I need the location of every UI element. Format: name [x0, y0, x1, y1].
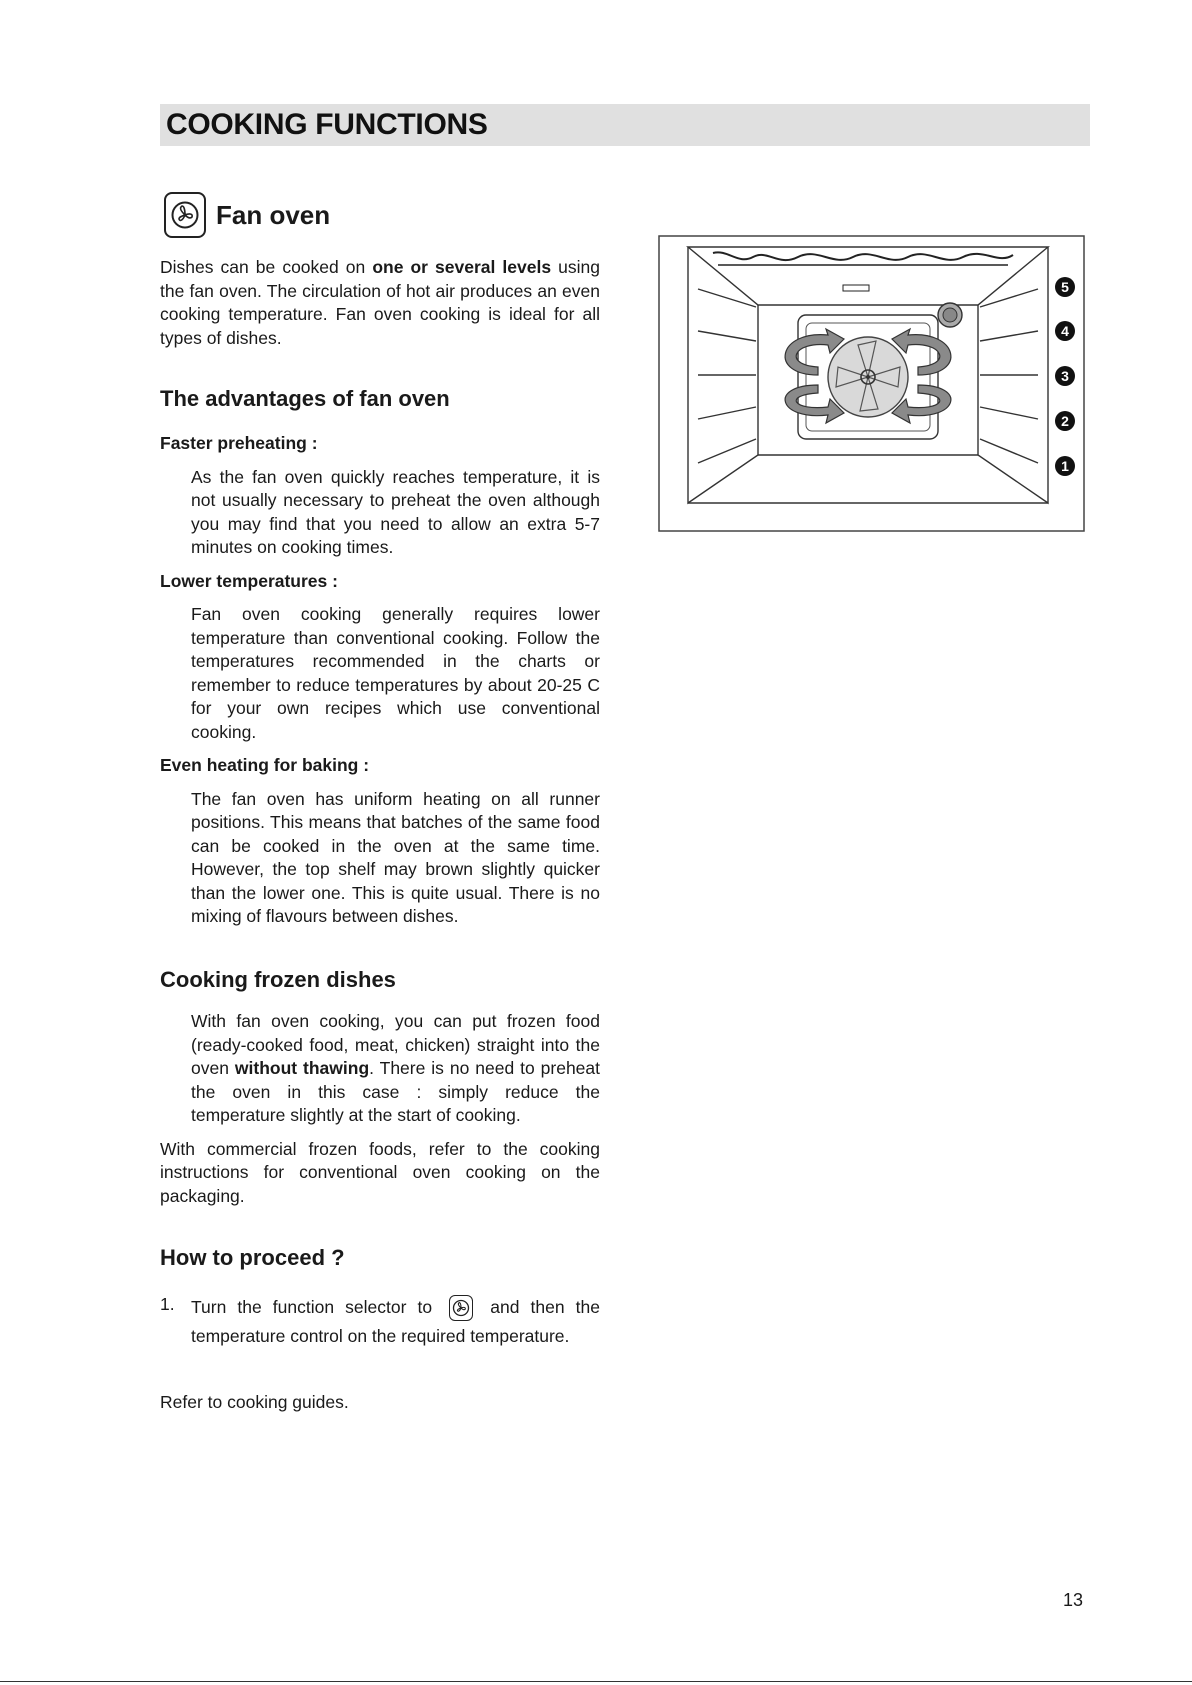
frozen-dishes-title: Cooking frozen dishes — [160, 967, 396, 992]
step-text-end: and then the temperature control on the required temperature. — [191, 1297, 600, 1346]
shelf-level-label: 5 — [1061, 279, 1069, 295]
shelf-level-label: 4 — [1061, 323, 1069, 339]
step-1 — [160, 1293, 600, 1351]
intro-emphasis: one or several levels — [372, 257, 552, 277]
fan-icon — [449, 1295, 473, 1321]
frozen-emphasis: without thawing — [234, 1058, 370, 1078]
advantage-heading-preheating: Faster preheating : — [160, 433, 318, 453]
step-number: 1. — [160, 1294, 175, 1314]
intro-text-end: using the fan oven. The circulation of hot air produces an even cooking temperature. Fan oven cooking is ideal for all types of dishes. — [160, 257, 600, 348]
advantage-text-temperatures: Fan oven cooking generally requires lower temperature than conventional cooking. Follow the temperatures recommended in the charts or remember to reduce temperatures by about 20-25 C for your own recipes which use conventional cooking. — [191, 604, 600, 742]
proceed-steps — [160, 1293, 600, 1415]
advantage-text-preheating: As the fan oven quickly reaches temperature, it is not usually necessary to preheat the oven although you may find that you need to allow an extra 5-7 minutes on cooking times. — [191, 466, 600, 557]
oven-diagram — [658, 235, 1085, 532]
shelf-level-label: 3 — [1061, 368, 1069, 384]
bottom-rule — [0, 1681, 1192, 1682]
shelf-level-label: 2 — [1061, 413, 1069, 429]
fan-oven-heading — [164, 192, 330, 238]
step-text-start: Turn the function selector to — [191, 1297, 433, 1317]
advantage-heading-temperatures: Lower temperatures : — [160, 570, 338, 591]
fan-oven-intro — [160, 256, 600, 350]
page-title: COOKING FUNCTIONS — [166, 108, 488, 141]
section-header — [160, 104, 1090, 146]
advantage-heading-baking: Even heating for baking : — [160, 755, 370, 775]
fan-icon — [164, 192, 206, 238]
frozen-text-end: . There is no need to preheat the oven in this case : simply reduce the temperature slightly at the start of cooking. — [191, 1058, 601, 1125]
shelf-level-label: 1 — [1061, 458, 1069, 474]
cooking-guides-note: Refer to cooking guides. — [160, 1392, 349, 1412]
advantages-list — [160, 432, 600, 929]
frozen-text-start: With fan oven cooking, you can put frozen food (ready-cooked food, meat, chicken) straight into the oven — [191, 1011, 600, 1078]
frozen-dishes-body — [160, 1010, 600, 1208]
frozen-paragraph-2: With commercial frozen foods, refer to the cooking instructions for conventional oven cooking on the packaging. — [160, 1138, 600, 1206]
advantages-title: The advantages of fan oven — [160, 386, 450, 411]
proceed-title: How to proceed ? — [160, 1245, 345, 1270]
fan-oven-title: Fan oven — [216, 199, 331, 230]
advantage-text-baking: The fan oven has uniform heating on all runner positions. This means that batches of the same food can be cooked in the oven at the same time. However, the top shelf may brown slightly quicker than the lower one. This is quite usual. There is no mixing of flavours between dishes. — [191, 788, 600, 926]
intro-text-start: Dishes can be cooked on — [160, 257, 373, 277]
page-number: 13 — [1063, 1590, 1084, 1610]
frozen-paragraph-1 — [160, 1010, 600, 1128]
step-text — [191, 1293, 600, 1351]
